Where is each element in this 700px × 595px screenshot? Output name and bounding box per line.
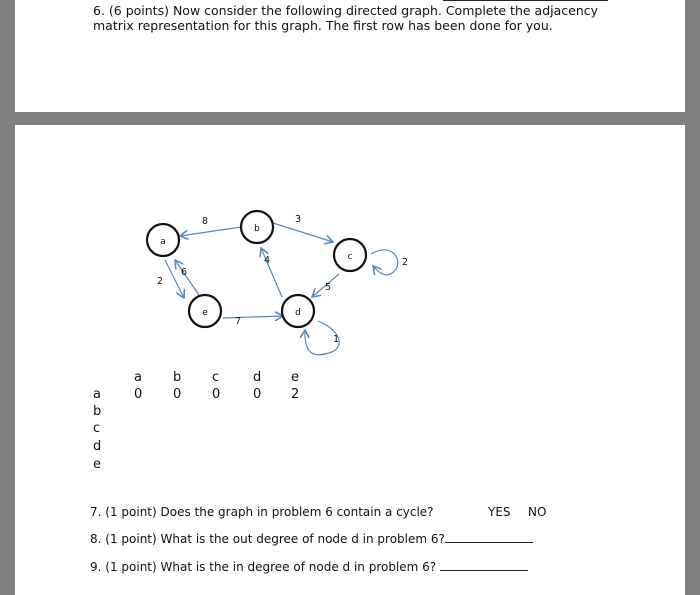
answer-yes[interactable]: YES <box>488 505 511 519</box>
edge-e-d <box>223 316 283 318</box>
edge-weight: 2 <box>157 276 164 287</box>
edge-weight: 2 <box>402 257 409 268</box>
edge-weight: 6 <box>181 267 188 278</box>
edge-weight: 3 <box>295 214 302 225</box>
matrix-cell: 0 <box>212 387 221 402</box>
edge-weight: 7 <box>235 316 242 327</box>
matrix-col-header: e <box>291 370 299 385</box>
matrix-row-header: b <box>93 404 102 419</box>
question-7: 7. (1 point) Does the graph in problem 6 contain a cycle? <box>90 505 434 519</box>
edge-c-c <box>371 250 398 275</box>
matrix-cell: 0 <box>253 387 262 402</box>
node-label: d <box>295 308 301 318</box>
answer-no[interactable]: NO <box>528 505 547 519</box>
question-9: 9. (1 point) What is the in degree of node d in problem 6? <box>90 560 437 574</box>
matrix-col-header: a <box>134 370 142 385</box>
edge-weight: 5 <box>325 282 332 293</box>
edge-b-c <box>273 223 333 242</box>
edge-weight: 4 <box>264 255 271 266</box>
matrix-cell: 0 <box>173 387 182 402</box>
question-6-line2: matrix representation for this graph. The first row has been done for you. <box>93 18 553 33</box>
answer-blank[interactable] <box>440 560 528 571</box>
question-6-line1: 6. (6 points) Now consider the following directed graph. Complete the adjacency <box>93 3 599 18</box>
matrix-col-header: b <box>173 370 182 385</box>
matrix-row-header: e <box>93 457 101 472</box>
node-label: c <box>347 252 353 262</box>
matrix-cell: 0 <box>134 387 143 402</box>
edge-weight: 8 <box>202 216 209 227</box>
question-8: 8. (1 point) What is the out degree of node d in problem 6? <box>90 532 445 546</box>
matrix-cell: 2 <box>291 387 300 402</box>
edge-weight: 1 <box>333 334 340 345</box>
node-label: b <box>254 224 260 234</box>
matrix-row-header: a <box>93 387 101 402</box>
node-label: a <box>160 237 166 247</box>
matrix-row-header: d <box>93 439 102 454</box>
matrix-col-header: d <box>253 370 262 385</box>
edge-a-e <box>165 260 184 298</box>
edge-b-a <box>180 227 241 236</box>
matrix-row-header: c <box>93 421 101 436</box>
node-label: e <box>202 308 208 318</box>
matrix-col-header: c <box>212 370 220 385</box>
edges <box>165 223 398 355</box>
answer-blank[interactable] <box>445 532 533 543</box>
